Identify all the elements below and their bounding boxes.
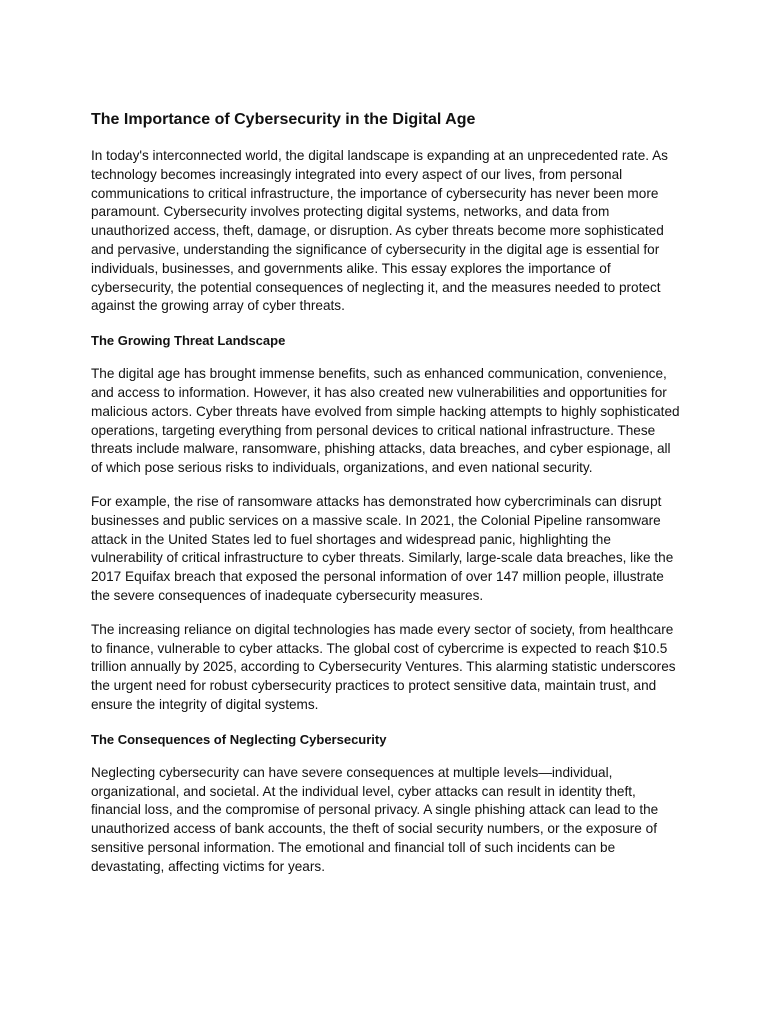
document-page xyxy=(91,109,683,892)
body-paragraph: Neglecting cybersecurity can have severe consequences at multiple levels—individual, organizational, and societal. At the individual level, cyber attacks can result in identity theft, financial loss, and the compromise of personal privacy. A single phishing attack can lead to the unauthorized access of bank accounts, the theft of social security numbers, or the exposure of sensitive personal information. The emotional and financial toll of such incidents can be devastating, affecting victims for years. xyxy=(91,764,659,874)
section-heading: The Growing Threat Landscape xyxy=(91,333,286,349)
body-paragraph: The digital age has brought immense benefits, such as enhanced communication, convenience, and access to information. However, it has also created new vulnerabilities and opportunities for malicious actors. Cyber threats have evolved from simple hacking attempts to highly sophisticated operations, targeting everything from personal devices to critical national infrastructure. These threats include malware, ransomware, phishing attacks, data breaches, and cyber espionage, all of which pose serious risks to individuals, organizations, and even national security. xyxy=(91,366,680,476)
section-heading: The Consequences of Neglecting Cybersecurity xyxy=(91,731,387,747)
intro-paragraph: In today's interconnected world, the digital landscape is expanding at an unprecedented rate. As technology becomes increasingly integrated into every aspect of our lives, from personal communications to critical infrastructure, the importance of cybersecurity has never been more paramount. Cybersecurity involves protecting digital systems, networks, and data from unauthorized access, theft, damage, or disruption. As cyber threats become more sophisticated and pervasive, understanding the significance of cybersecurity in the digital age is essential for individuals, businesses, and governments alike. This essay explores the importance of cybersecurity, the potential consequences of neglecting it, and the measures needed to protect against the growing array of cyber threats. xyxy=(91,148,668,314)
section-growing-threat-landscape xyxy=(91,331,683,715)
section-consequences-of-neglecting-cybersecurity xyxy=(91,730,683,877)
body-paragraph: For example, the rise of ransomware attacks has demonstrated how cybercriminals can disrupt businesses and public services on a massive scale. In 2021, the Colonial Pipeline ransomware attack in the United States led to fuel shortages and widespread panic, highlighting the vulnerability of critical infrastructure to cyber threats. Similarly, large-scale data breaches, like the 2017 Equifax breach that exposed the personal information of over 147 million people, illustrate the severe consequences of inadequate cybersecurity measures. xyxy=(91,493,674,603)
body-paragraph: The increasing reliance on digital technologies has made every sector of society, from healthcare to finance, vulnerable to cyber attacks. The global cost of cybercrime is expected to reach $10.5 trillion annually by 2025, according to Cybersecurity Ventures. This alarming statistic underscores the urgent need for robust cybersecurity practices to protect sensitive data, maintain trust, and ensure the integrity of digital systems. xyxy=(91,621,676,712)
document-title: The Importance of Cybersecurity in the Digital Age xyxy=(91,111,476,128)
